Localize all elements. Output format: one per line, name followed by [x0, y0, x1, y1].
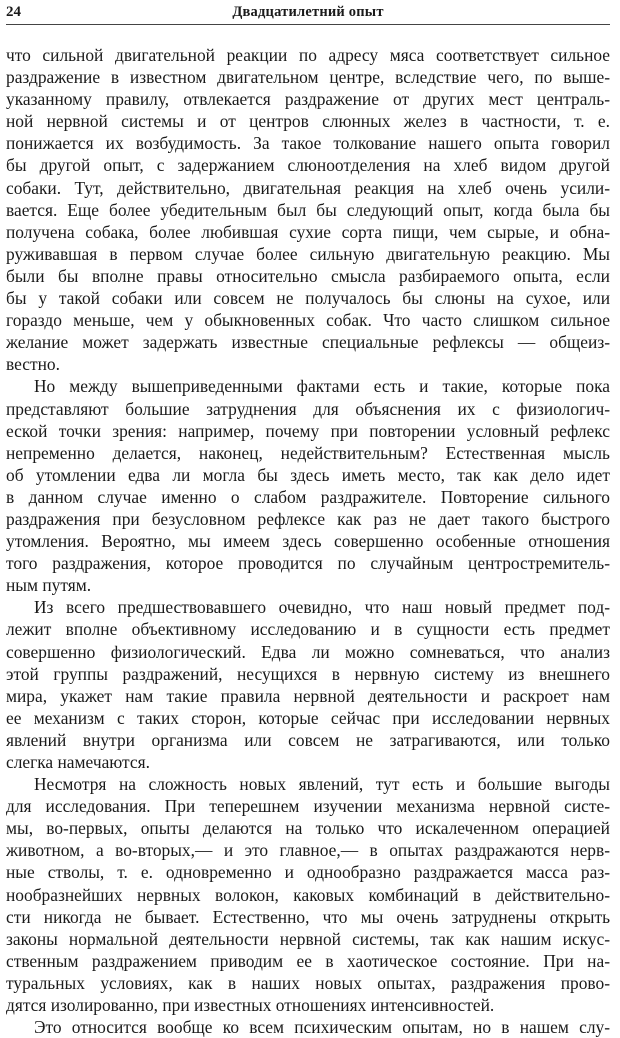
text-line: лежит вполне объективному исследованию и в сущности есть предмет	[6, 619, 610, 640]
text-line: еской точки зрения: например, почему при повторении условный рефлекс	[6, 420, 610, 441]
text-line: раздражения при безусловном рефлексе как раз не дает такого быстрого	[6, 508, 610, 529]
text-line: об утомлении едва ли могла бы здесь иметь место, так как дело идет	[6, 464, 610, 485]
text-line: для исследования. При теперешнем изучении механизма нервной систе-	[6, 796, 610, 817]
paragraph	[6, 596, 610, 773]
text-line: собаки. Тут, действительно, двигательная реакция на хлеб очень усили-	[6, 177, 610, 198]
text-line: Из всего предшествовавшего очевидно, что наш новый предмет под-	[34, 597, 610, 618]
text-line: раздражение в известном двигательном центре, вследствие чего, по выше-	[6, 67, 610, 88]
text-line: вестно.	[6, 354, 60, 375]
text-line: ственным раздражением приводим ее в хаотическое состояние. При на-	[6, 950, 610, 971]
text-line: получена собака, более любившая сухие сорта пищи, чем сырые, и обна-	[6, 221, 610, 242]
text-line: были бы вполне правы относительно смысла разбираемого опыта, если	[6, 265, 610, 286]
text-line: совершенно физиологический. Едва ли можно сомневаться, что анализ	[6, 641, 610, 662]
paragraph	[6, 375, 610, 596]
text-line: бы у такой собаки или совсем не получалось бы слюны на сухое, или	[6, 288, 610, 309]
paragraph	[6, 1016, 610, 1038]
page-header	[6, 2, 610, 25]
text-line: представляют большие затруднения для объяснения их с физиологич-	[6, 398, 610, 419]
text-line: слегка намечаются.	[6, 752, 150, 772]
paragraph	[6, 773, 610, 1016]
running-title: Двадцатилетний опыт	[232, 4, 384, 20]
text-line: понижается их возбудимость. За такое толкование нашего опыта говорил	[6, 133, 610, 154]
text-line: Несмотря на сложность новых явлений, тут есть и большие выгоды	[34, 774, 610, 795]
text-line: непременно делается, наконец, недействительным? Естественная мысль	[6, 442, 610, 463]
text-line: туральных условиях, как в наших новых опытах, раздражения прово-	[6, 972, 610, 993]
text-line: что сильной двигательной реакции по адресу мяса соответствует сильное	[6, 45, 610, 65]
text-line: нообразнейших нервных волокон, каковых комбинаций в действительно-	[6, 884, 610, 905]
text-line: Но между вышеприведенными фактами есть и такие, которые пока	[34, 376, 610, 397]
page-number: 24	[6, 4, 21, 20]
text-line: ее механизм с таких сторон, которые сейчас при исследовании нервных	[6, 707, 610, 728]
text-line: утомления. Вероятно, мы имеем здесь совершенно особенные отношения	[6, 531, 610, 552]
body-text	[6, 44, 610, 1038]
text-line: указанному правилу, отвлекается раздражение от других мест централь-	[6, 89, 610, 110]
text-line: мира, укажет нам такие правила нервной деятельности и раскроет нам	[6, 685, 610, 706]
text-line: в данном случае именно о слабом раздражителе. Повторение сильного	[6, 486, 610, 507]
text-line: Это относится вообще ко всем психическим опытам, но в нашем слу-	[34, 1017, 610, 1038]
text-line: ные стволы, т. е. одновременно и однообразно раздражается масса раз-	[6, 862, 610, 883]
text-line: вается. Еще более убедительным был бы следующий опыт, когда была бы	[6, 199, 610, 220]
text-line: мы, во-первых, опыты делаются на только что искалеченном операцией	[6, 818, 610, 839]
text-line: желание может задержать известные специальные рефлексы — общеиз-	[6, 332, 610, 353]
text-line: ной нервной системы и от центров слюнных желез в частности, т. е.	[6, 111, 610, 132]
text-line: того раздражения, которое проводится по случайным центростремитель-	[6, 553, 610, 574]
text-line: гораздо меньше, чем у обыкновенных собак. Что часто слишком сильное	[6, 310, 610, 331]
text-line: бы другой опыт, с задержанием слюноотделения на хлеб видом другой	[6, 155, 610, 176]
text-line: ным путям.	[6, 575, 92, 596]
text-line: животном, а во-вторых,— и это главное,— в опытах раздражаются нерв-	[6, 840, 610, 861]
paragraph	[6, 44, 610, 375]
text-line: явлений внутри организма или совсем не затрагиваются, или только	[6, 729, 610, 750]
text-line: законы нормальной деятельности нервной системы, так как нашим искус-	[6, 928, 610, 949]
text-line: этой группы раздражений, несущихся в нервную систему из внешнего	[6, 663, 610, 684]
text-line: сти никогда не бывает. Естественно, что мы очень затруднены открыть	[6, 906, 610, 927]
text-line: дятся изолированно, при известных отношениях интенсивностей.	[6, 995, 495, 1016]
text-line: руживавшая в первом случае более сильную двигательную реакцию. Мы	[6, 243, 610, 264]
